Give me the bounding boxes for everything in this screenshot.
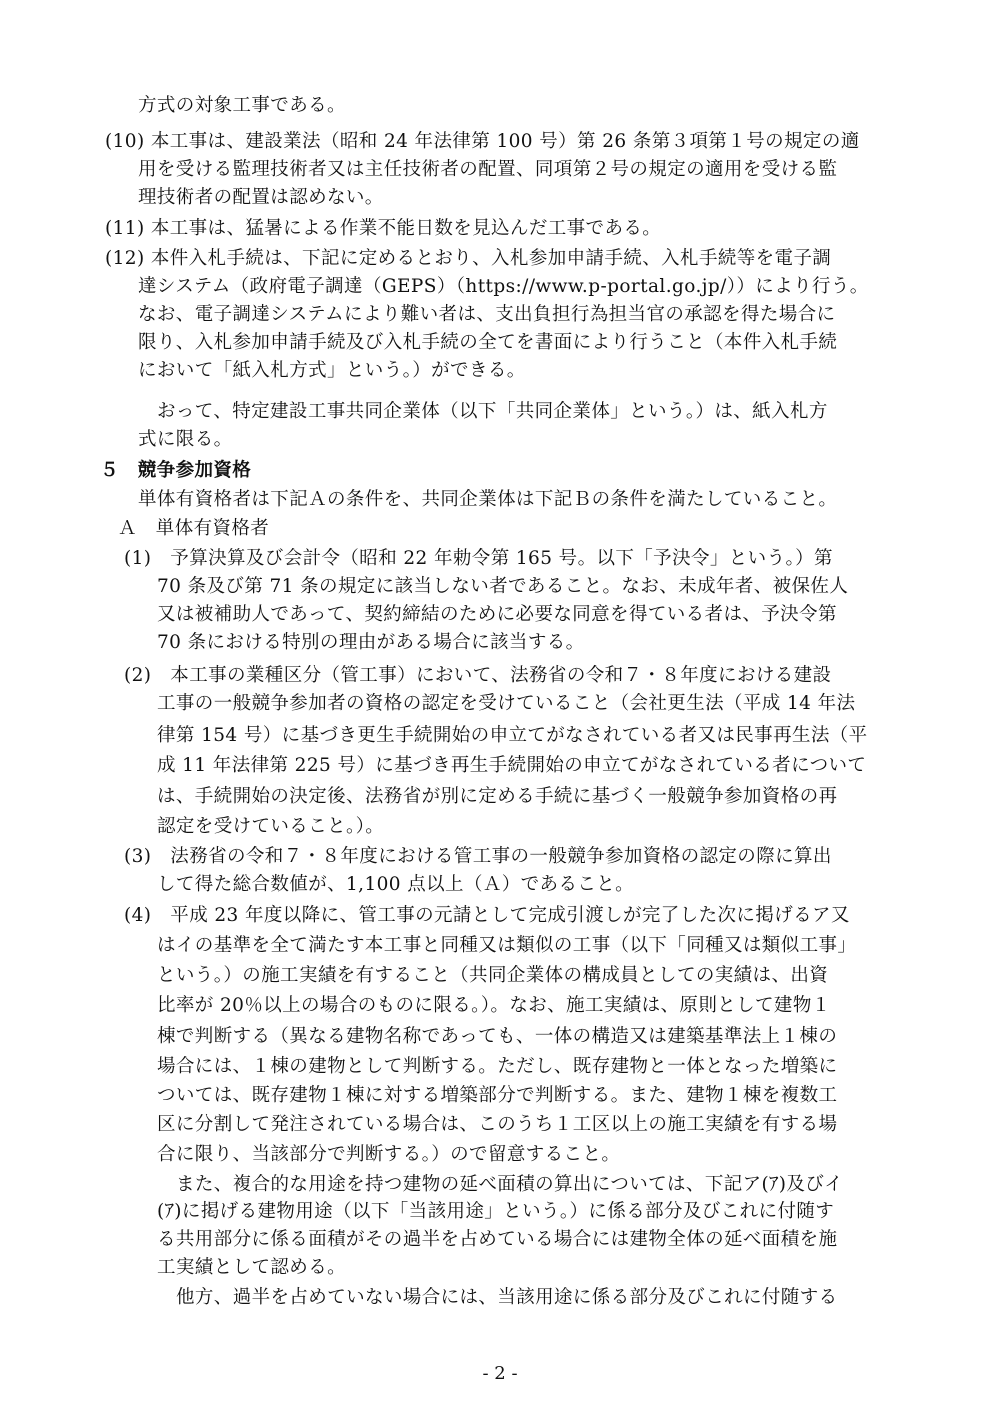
text-line: 律第 154 号）に基づき更生手続開始の申立てがなされている者又は民事再生法（平 (157, 725, 868, 746)
text-line: 工実績として認める。 (157, 1257, 347, 1278)
text-line: 又は被補助人であって、契約締結のために必要な同意を得ている者は、予決令第 (157, 604, 837, 625)
text-line: 工事の一般競争参加者の資格の認定を受けていること（会社更生法（平成 14 年法 (157, 693, 856, 714)
item-3-line: (3) 法務省の令和７・８年度における管工事の一般競争参加資格の認定の際に算出 (124, 846, 832, 867)
text-line: 式に限る。 (138, 429, 233, 450)
text-line: において「紙入札方式」という。）ができる。 (138, 360, 526, 381)
text-line: 区に分割して発注されている場合は、このうち１工区以上の施工実績を有する場 (157, 1114, 838, 1135)
text-line: 比率が 20％以上の場合のものに限る。）。なお、施工実績は、原則として建物１ (157, 995, 831, 1016)
text-line: なお、電子調達システムにより難い者は、支出負担行為担当官の承認を得た場合に (138, 304, 836, 325)
text-line: して得た総合数値が、1,100 点以上（Ａ）であること。 (157, 874, 635, 895)
item-11-line: (11) 本工事は、猛暑による作業不能日数を見込んだ工事である。 (105, 218, 662, 239)
item-12-line: (12) 本件入札手続は、下記に定めるとおり、入札参加申請手続、入札手続等を電子調 (105, 248, 832, 269)
item-1-line: (1) 予算決算及び会計令（昭和 22 年勅令第 165 号。以下「予決令」という。）第 (124, 548, 833, 569)
text-line: 方式の対象工事である。 (138, 95, 346, 116)
text-line: る共用部分に係る面積がその過半を占めている場合には建物全体の延べ面積を施 (157, 1229, 838, 1250)
text-line: 限り、入札参加申請手続及び入札手続の全てを書面により行うこと（本件入札手続 (138, 332, 838, 353)
text-line: 棟で判断する（異なる建物名称であっても、一体の構造又は建築基準法上１棟の (157, 1026, 838, 1047)
item-2-line: (2) 本工事の業種区分（管工事）において、法務省の令和７・８年度における建設 (124, 665, 832, 686)
text-line: 他方、過半を占めていない場合には、当該用途に係る部分及びこれに付随する (176, 1287, 838, 1308)
text-line: 場合には、１棟の建物として判断する。ただし、既存建物と一体となった増築に (157, 1056, 838, 1077)
text-line: 成 11 年法律第 225 号）に基づき再生手続開始の申立てがなされている者について (157, 755, 867, 776)
text-line: は、手続開始の決定後、法務省が別に定める手続に基づく一般競争参加資格の再 (157, 786, 838, 807)
text-line: 理技術者の配置は認めない。 (138, 187, 384, 208)
text-line: という。）の施工実績を有すること（共同企業体の構成員としての実績は、出資 (157, 965, 829, 986)
text-line: ついては、既存建物１棟に対する増築部分で判断する。また、建物１棟を複数工 (157, 1085, 838, 1106)
text-line: 合に限り、当該部分で判断する。）ので留意すること。 (157, 1144, 621, 1165)
section-5-heading: ５ 競争参加資格 (100, 460, 252, 481)
text-line: おって、特定建設工事共同企業体（以下「共同企業体」という。）は、紙入札方 (157, 401, 828, 422)
text-line: はイの基準を全て満たす本工事と同種又は類似の工事（以下「同種又は類似工事」 (157, 935, 857, 956)
subsection-a-heading: Ａ 単体有資格者 (118, 518, 270, 539)
text-line: 70 条及び第 71 条の規定に該当しない者であること。なお、未成年者、被保佐人 (157, 576, 849, 597)
text-line: 認定を受けていること。）。 (157, 816, 385, 837)
text-line: 単体有資格者は下記Ａの条件を、共同企業体は下記Ｂの条件を満たしていること。 (138, 489, 838, 510)
page-number: - 2 - (482, 1363, 518, 1384)
item-10-line: (10) 本工事は、建設業法（昭和 24 年法律第 100 号）第 26 条第３項第１号の規定の適 (105, 131, 860, 152)
item-4-line: (4) 平成 23 年度以降に、管工事の元請として完成引渡しが完了した次に掲げるア又 (124, 905, 850, 926)
text-line: (ｱ)に掲げる建物用途（以下「当該用途」という。）に係る部分及びこれに付随す (157, 1201, 835, 1222)
text-line: 達システム（政府電子調達（GEPS）（https://www.p-portal.go.jp/））により行う。 (138, 276, 869, 297)
text-line: 用を受ける監理技術者又は主任技術者の配置、同項第２号の規定の適用を受ける監 (138, 159, 838, 180)
text-line: 70 条における特別の理由がある場合に該当する。 (157, 632, 585, 653)
text-line: また、複合的な用途を持つ建物の延べ面積の算出については、下記ア(ｱ)及びイ (176, 1174, 844, 1195)
